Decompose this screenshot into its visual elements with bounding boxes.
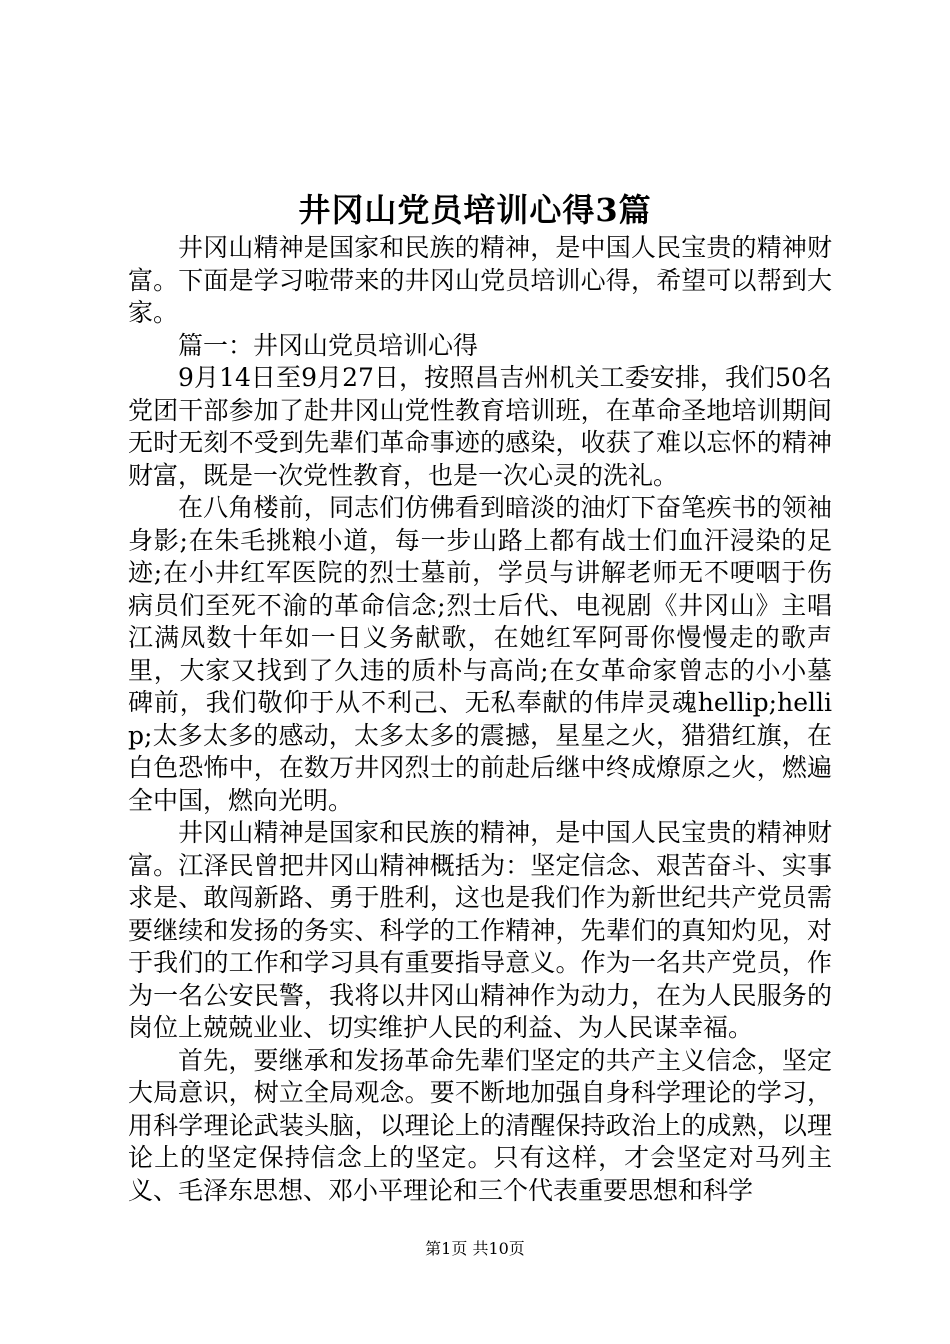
paragraph-training: 9月14日至9月27日，按照昌吉州机关工委安排，我们50名党团干部参加了赴井冈山党性教育培训班，在革命圣地培训期间无时无刻不受到先辈们革命事迹的感染，收获了难以忘怀的精神财富，既是一次党性教育，也是一次心灵的洗礼。 xyxy=(128,363,832,490)
section-heading: 篇一：井冈山党员培训心得 xyxy=(178,330,479,360)
page-title: 井冈山党员培训心得3篇 xyxy=(298,191,652,229)
paragraph-intro: 井冈山精神是国家和民族的精神，是中国人民宝贵的精神财富。下面是学习啦带来的井冈山党员培训心得，希望可以帮到大家。 xyxy=(128,233,832,327)
paragraph-first: 首先，要继承和发扬革命先辈们坚定的共产主义信念，坚定大局意识，树立全局观念。要不断地加强自身科学理论的学习，用科学理论武装头脑，以理论上的清醒保持政治上的成熟，以理论上的坚定保持信念上的坚定。只有这样，才会坚定对马列主义、毛泽东思想、邓小平理论和三个代表重要思想和科学 xyxy=(128,1045,832,1205)
paragraph-spirit: 井冈山精神是国家和民族的精神，是中国人民宝贵的精神财富。江泽民曾把井冈山精神概括为：坚定信念、艰苦奋斗、实事求是、敢闯新路、勇于胜利，这也是我们作为新世纪共产党员需要继续和发扬的务实、科学的工作精神，先辈们的真知灼见，对于我们的工作和学习具有重要指导意义。作为一名共产党员，作为一名公安民警，我将以井冈山精神作为动力，在为人民服务的岗位上兢兢业业、切实维护人民的利益、为人民谋幸福。 xyxy=(128,818,832,1042)
paragraph-memories: 在八角楼前，同志们仿佛看到暗淡的油灯下奋笔疾书的领袖身影;在朱毛挑粮小道，每一步山路上都有战士们血汗浸染的足迹;在小井红军医院的烈士墓前，学员与讲解老师无不哽咽于伤病员们至死不渝的革命信念;烈士后代、电视剧《井冈山》主唱江满凤数十年如一日义务献歌，在她红军阿哥你慢慢走的歌声里，大家又找到了久违的质朴与高尚;在女革命家曾志的小小墓碑前，我们敬仰于从不利己、无私奉献的伟岸灵魂hellip;hellip;太多太多的感动，太多太多的震撼，星星之火，猎猎红旗，在白色恐怖中，在数万井冈烈士的前赴后继中终成燎原之火，燃遍全中国，燃向光明。 xyxy=(128,493,832,815)
page-footer: 第1页 共10页 xyxy=(425,1239,525,1258)
document-body xyxy=(128,232,832,1207)
